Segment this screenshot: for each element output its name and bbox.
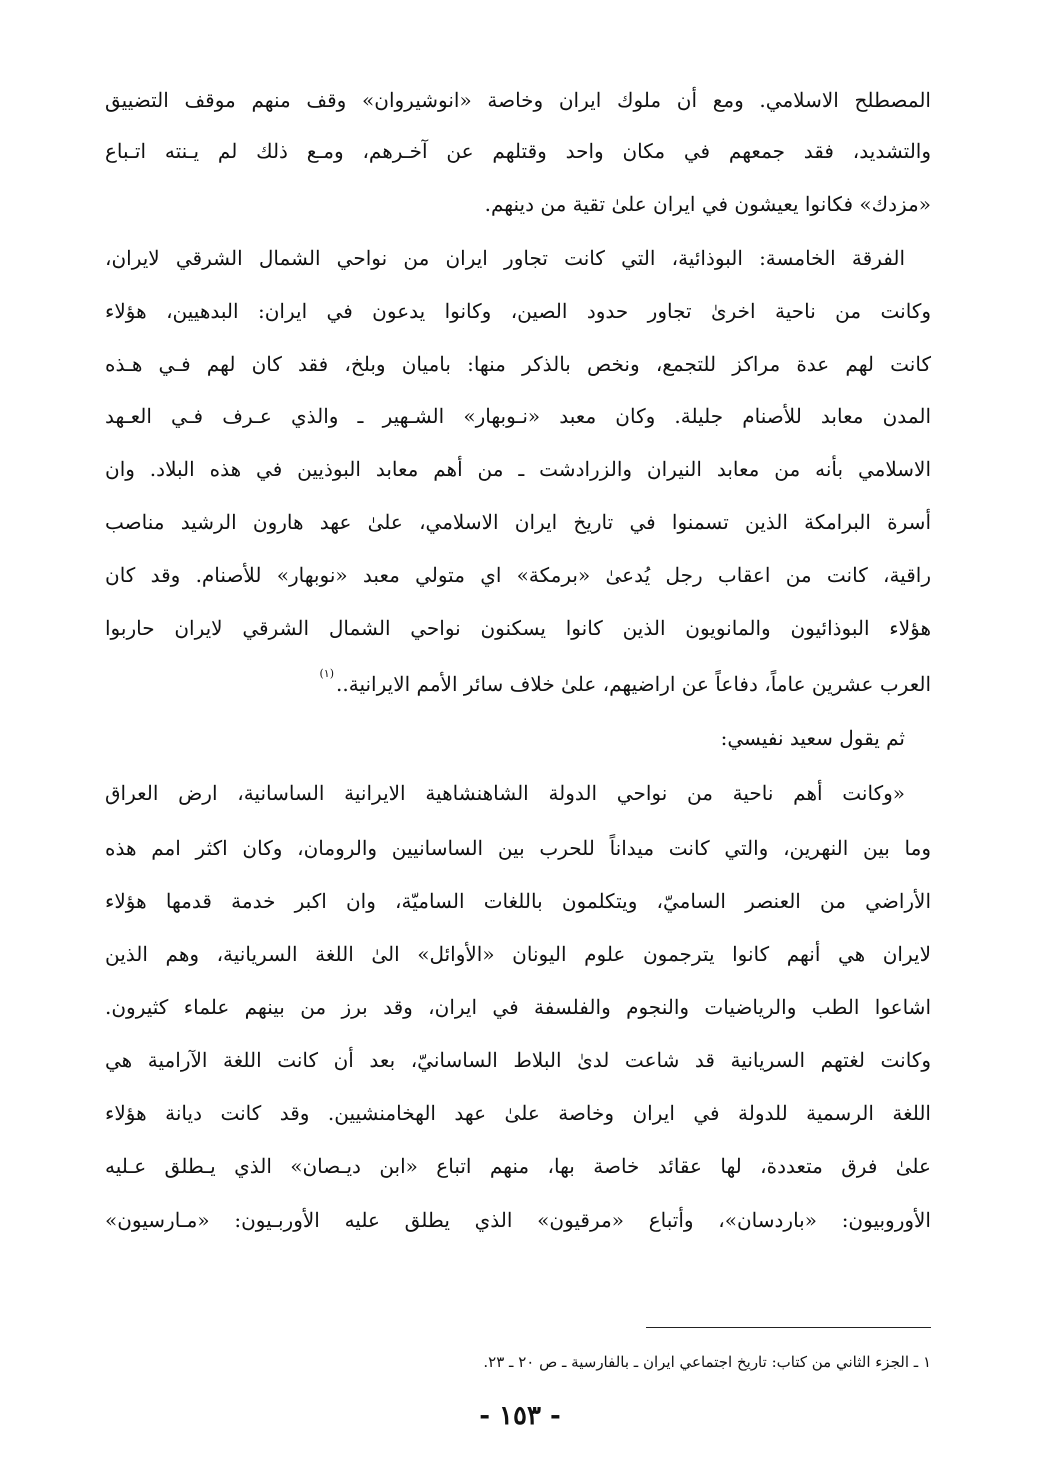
footnote: ١ ـ الجزء الثاني من كتاب: تاريخ اجتماعي ايران ـ بالفارسية ـ ص ٢٠ ـ ٢٣. [483, 1353, 931, 1371]
text-line-3: «مزدك» فكانوا يعيشون في ايران علىٰ تقية من دينهم. [484, 192, 931, 216]
text-line-2: والتشديد، فقد جمعهم في مكان واحد وقتلهم عن آخـرهم، ومـع ذلك لم يـنته اتـباع [105, 139, 931, 163]
text-line-5: وكانت من ناحية اخرىٰ تجاور حدود الصين، وكانوا يدعون في ايران: البدهيين، هؤلاء [105, 299, 931, 323]
text-line-12-content: العرب عشرين عاماً، دفاعاً عن اراضيهم، علىٰ خلاف سائر الأمم الايرانية.. [336, 672, 931, 696]
text-line-1: المصطلح الاسلامي. ومع أن ملوك ايران وخاصة «انوشيروان» وقف منهم موقف التضييق [105, 88, 931, 112]
text-line-7: المدن معابد للأصنام جليلة. وكان معبد «نـوبهار» الشـهير ـ والذي عـرف فـي العـهد [105, 404, 931, 428]
text-line-22: الأوروبيون: «باردسان»، وأتباع «مرقيون» الذي يطلق عليه الأوربـيون: «مـارسيون» [105, 1208, 931, 1232]
text-line-15: وما بين النهرين، والتي كانت ميداناً للحرب بين الساسانيين والرومان، وكان اكثر امم هذه [105, 836, 931, 860]
text-line-21: علىٰ فرق متعددة، لها عقائد خاصة بها، منهم اتباع «ابن ديـصان» الذي يـطلق عـليه [105, 1154, 931, 1178]
text-line-8: الاسلامي بأنه من معابد النيران والزرادشت ـ من أهم معابد البوذيين في هذه البلاد. وان [105, 457, 931, 481]
text-line-4: الفرقة الخامسة: البوذائية، التي كانت تجاور ايران من نواحي الشمال الشرقي لايران، [105, 246, 905, 270]
text-line-19: وكانت لغتهم السريانية قد شاعت لدىٰ البلاط الساسانيّ، بعد أن كانت اللغة الآرامية هي [105, 1048, 931, 1072]
text-line-17: لايران هي أنهم كانوا يترجمون علوم اليونان «الأوائل» الىٰ اللغة السريانية، وهم الذين [105, 942, 931, 966]
text-line-16: الأراضي من العنصر الساميّ، ويتكلمون باللغات الساميّة، وان اكبر خدمة قدمها هؤلاء [105, 889, 931, 913]
text-line-6: كانت لهم عدة مراكز للتجمع، ونخص بالذكر منها: باميان وبلخ، فقد كان لهم فـي هـذه [105, 352, 931, 376]
text-line-13: ثم يقول سعيد نفيسي: [720, 726, 905, 750]
text-line-20: اللغة الرسمية للدولة في ايران وخاصة علىٰ عهد الهخامنشيين. وقد كانت ديانة هؤلاء [105, 1101, 931, 1125]
text-line-10: راقية، كانت من اعقاب رجل يُدعىٰ «برمكة» اي متولي معبد «نوبهار» للأصنام. وقد كان [105, 563, 931, 587]
text-line-14: «وكانت أهم ناحية من نواحي الدولة الشاهنشاهية الايرانية الساسانية، ارض العراق [105, 781, 905, 805]
footnote-marker: (١) [319, 667, 334, 680]
footnote-separator [646, 1327, 931, 1328]
text-line-11: هؤلاء البوذائيون والمانويون الذين كانوا يسكنون نواحي الشمال الشرقي لايران حاربوا [105, 616, 931, 640]
text-line-9: أسرة البرامكة الذين تسمنوا في تاريخ ايران الاسلامي، علىٰ عهد هارون الرشيد مناصب [105, 510, 931, 534]
text-line-18: اشاعوا الطب والرياضيات والنجوم والفلسفة في ايران، وقد برز من بينهم علماء كثيرون. [105, 995, 931, 1019]
page-number: - ١٥٣ - [479, 1401, 561, 1431]
text-line-12 [105, 660, 931, 708]
